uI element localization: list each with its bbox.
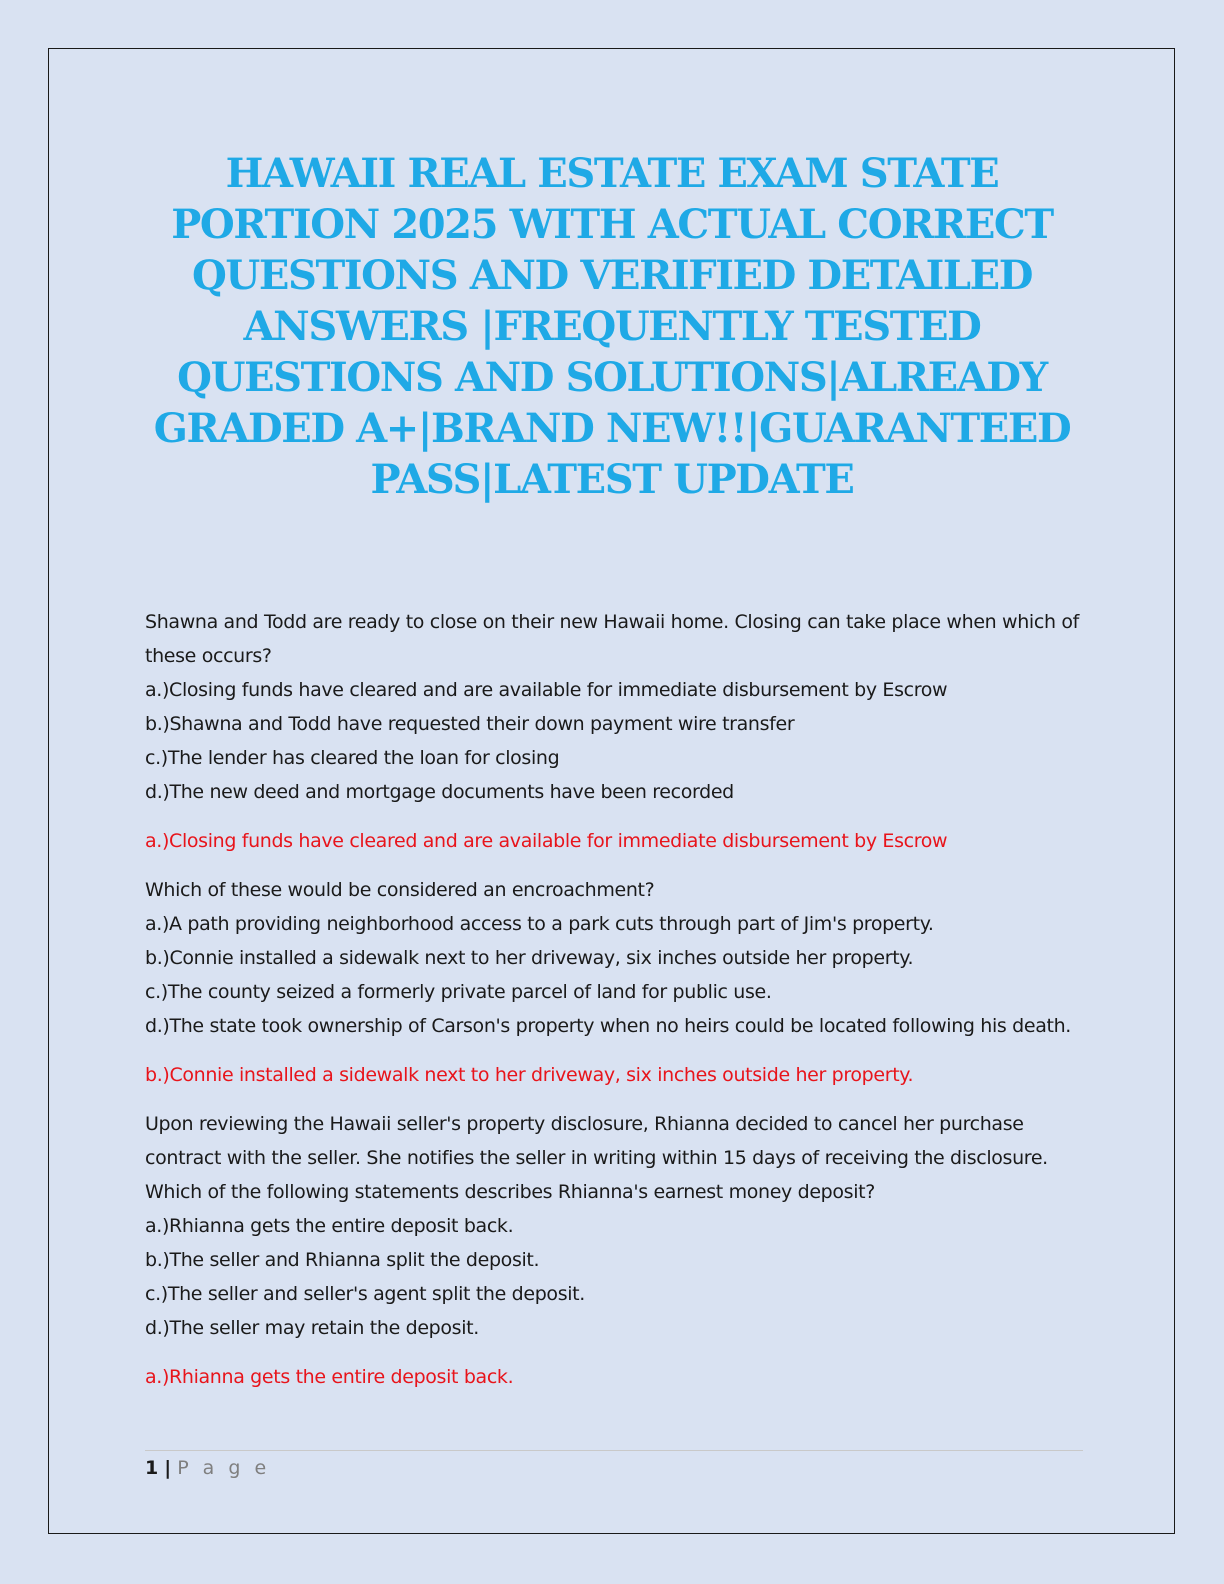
option-d: d.)The seller may retain the deposit. [145,1317,479,1339]
page-label: P a g e [177,1457,271,1479]
question-block-2 [145,873,1085,1092]
option-a: a.)Rhianna gets the entire deposit back. [145,1215,514,1237]
option-b: b.)Shawna and Todd have requested their down payment wire transfer [145,713,795,735]
question-text: Which of these would be considered an encroachment? [145,879,655,901]
question-text: Shawna and Todd are ready to close on their new Hawaii home. Closing can take place when which of these occurs? [145,611,1079,667]
footer-separator: | [164,1457,172,1479]
document-title: HAWAII REAL ESTATE EXAM STATE PORTION 2025 WITH ACTUAL CORRECT QUESTIONS AND VERIFIED DETAILED ANSWERS |FREQUENTLY TESTED QUESTIONS AND SOLUTIONS|ALREADY GRADED A+|BRAND NEW!!|GUARANTEED PASS|LATEST UPDATE [153,150,1071,503]
page-footer [145,1456,270,1480]
option-c: c.)The seller and seller's agent split the deposit. [145,1283,585,1305]
question-text: Upon reviewing the Hawaii seller's property disclosure, Rhianna decided to cancel her purchase contract with the seller. She notifies the seller in writing within 15 days of receiving the disclosure. Which of the following statements describes Rhianna's earnest money deposit? [145,1113,1048,1203]
question-block-1 [145,605,1085,858]
page-number: 1 [145,1457,159,1479]
question-block-3 [145,1107,1085,1394]
answer-text: a.)Closing funds have cleared and are available for immediate disbursement by Escrow [145,830,948,852]
option-b: b.)Connie installed a sidewalk next to her driveway, six inches outside her property. [145,947,914,969]
option-d: d.)The new deed and mortgage documents have been recorded [145,781,734,803]
option-a: a.)Closing funds have cleared and are available for immediate disbursement by Escrow [145,679,948,701]
answer-text: a.)Rhianna gets the entire deposit back. [145,1366,514,1388]
option-c: c.)The county seized a formerly private parcel of land for public use. [145,981,772,1003]
option-b: b.)The seller and Rhianna split the deposit. [145,1249,540,1271]
option-a: a.)A path providing neighborhood access to a park cuts through part of Jim's property. [145,913,934,935]
answer-text: b.)Connie installed a sidewalk next to her driveway, six inches outside her property. [145,1064,914,1086]
option-c: c.)The lender has cleared the loan for closing [145,747,560,769]
question-list [145,605,1085,1409]
option-d: d.)The state took ownership of Carson's property when no heirs could be located following his death. [145,1015,1071,1037]
footer-divider [145,1450,1083,1451]
